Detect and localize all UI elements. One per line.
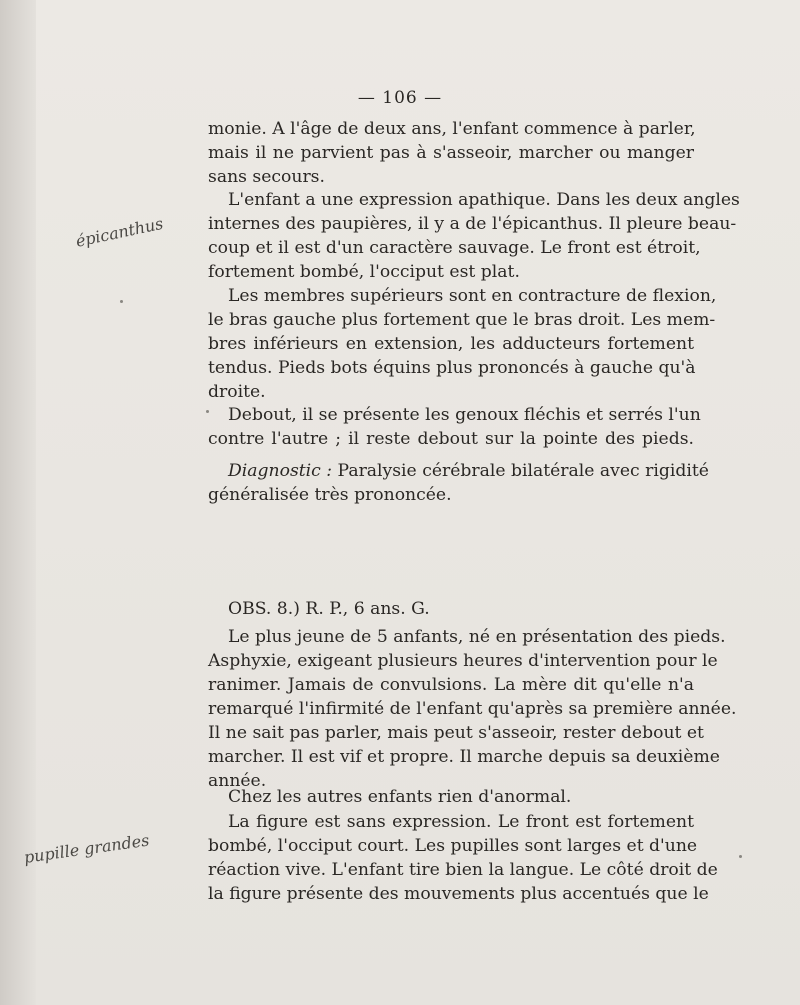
text-line: bombé, l'occiput court. Les pupilles sont larges et d'une bbox=[208, 836, 698, 856]
text-line: Le plus jeune de 5 anfants, né en présentation des pieds. bbox=[228, 627, 726, 647]
text-line: sans secours. bbox=[208, 167, 325, 187]
margin-note-epicanthus: épicanthus bbox=[74, 213, 165, 251]
text-line: année. bbox=[208, 771, 267, 791]
text-line: le bras gauche plus fortement que le bras droit. Les mem- bbox=[208, 310, 716, 330]
text-line: Chez les autres enfants rien d'anormal. bbox=[228, 787, 572, 807]
text-line: La figure est sans expression. Le front est fortement bbox=[228, 812, 694, 832]
text-line: L'enfant a une expression apathique. Dans les deux angles bbox=[228, 190, 740, 210]
diagnostic-text: Paralysie cérébrale bilatérale avec rigidité bbox=[337, 461, 709, 481]
text-line: généralisée très prononcée. bbox=[208, 485, 452, 505]
text-line: contre l'autre ; il reste debout sur la pointe des pieds. bbox=[208, 429, 694, 449]
text-line: Il ne sait pas parler, mais peut s'asseoir, rester debout et bbox=[208, 723, 704, 743]
text-line: ranimer. Jamais de convulsions. La mère dit qu'elle n'a bbox=[208, 675, 694, 695]
text-line: mais il ne parvient pas à s'asseoir, marcher ou manger bbox=[208, 143, 694, 163]
text-line: la figure présente des mouvements plus accentués que le bbox=[208, 884, 709, 904]
text-line: Les membres supérieurs sont en contracture de flexion, bbox=[228, 286, 717, 306]
page-number: — 106 — bbox=[357, 88, 443, 108]
text-line: marcher. Il est vif et propre. Il marche depuis sa deuxième bbox=[208, 747, 720, 767]
text-line: internes des paupières, il y a de l'épicanthus. Il pleure beau- bbox=[208, 214, 737, 234]
observation-heading: OBS. 8.) R. P., 6 ans. G. bbox=[228, 599, 430, 619]
margin-note-pupille: pupille grandes bbox=[22, 830, 151, 867]
text-line: tendus. Pieds bots équins plus prononcés à gauche qu'à bbox=[208, 358, 696, 378]
diagnostic-line bbox=[228, 460, 709, 483]
text-line: Debout, il se présente les genoux fléchis et serrés l'un bbox=[228, 405, 701, 425]
text-line: bres inférieurs en extension, les adducteurs fortement bbox=[208, 334, 694, 354]
text-line: monie. A l'âge de deux ans, l'enfant commence à parler, bbox=[208, 119, 696, 139]
text-line: droite. bbox=[208, 382, 266, 402]
margin-mark bbox=[739, 855, 742, 858]
text-line: Asphyxie, exigeant plusieurs heures d'intervention pour le bbox=[208, 651, 718, 671]
text-line: réaction vive. L'enfant tire bien la langue. Le côté droit de bbox=[208, 860, 718, 880]
diagnostic-label: Diagnostic : bbox=[228, 461, 333, 481]
margin-mark bbox=[120, 300, 123, 303]
text-line: fortement bombé, l'occiput est plat. bbox=[208, 262, 520, 282]
margin-mark bbox=[206, 410, 209, 413]
text-line: coup et il est d'un caractère sauvage. Le front est étroit, bbox=[208, 238, 701, 258]
text-line: remarqué l'infirmité de l'enfant qu'après sa première année. bbox=[208, 699, 737, 719]
